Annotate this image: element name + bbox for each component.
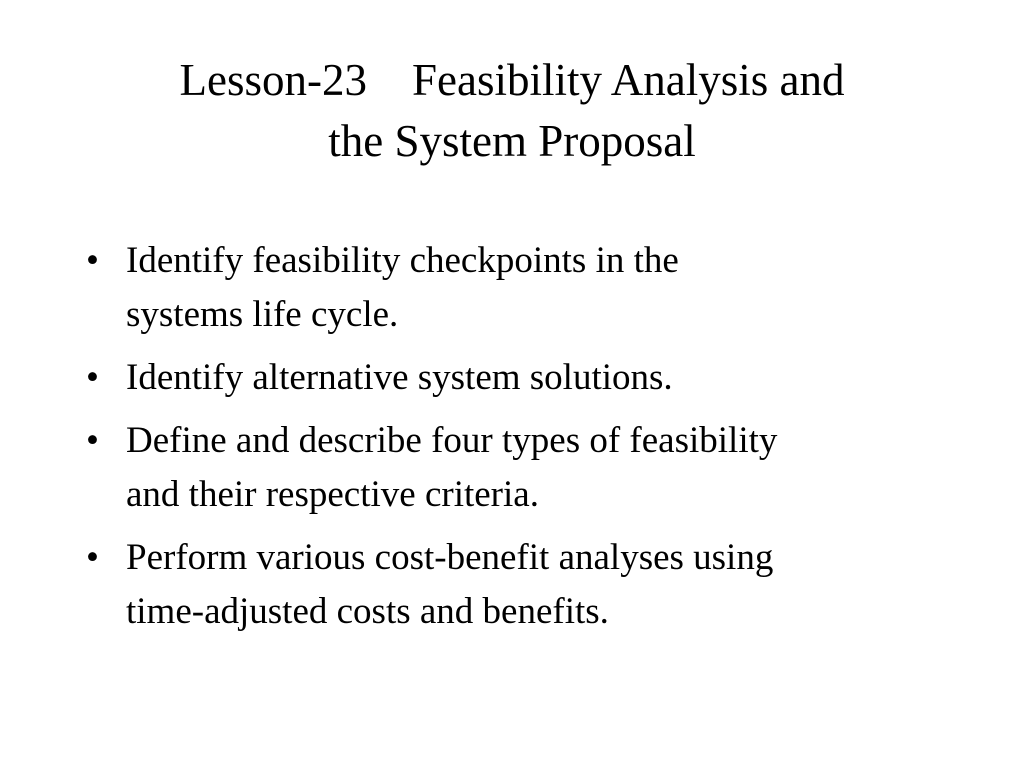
bullet-text (126, 351, 946, 405)
bullet-text (126, 234, 946, 342)
bullet-line: Identify feasibility checkpoints in the (126, 240, 679, 281)
bullet-icon: • (86, 357, 99, 398)
title-line: the System Proposal (328, 116, 696, 166)
bullet-list (86, 234, 946, 648)
bullet-line: Define and describe four types of feasibility (126, 420, 778, 461)
bullet-text (126, 531, 946, 639)
bullet-text (126, 414, 946, 522)
slide-title (60, 50, 964, 172)
bullet-item (86, 234, 946, 342)
bullet-line: time-adjusted costs and benefits. (126, 591, 609, 632)
bullet-item (86, 414, 946, 522)
bullet-line: systems life cycle. (126, 294, 399, 335)
bullet-line: Identify alternative system solutions. (126, 357, 673, 398)
bullet-item (86, 351, 946, 405)
bullet-icon: • (86, 420, 99, 461)
bullet-item (86, 531, 946, 639)
bullet-icon: • (86, 537, 99, 578)
bullet-line: Perform various cost-benefit analyses using (126, 537, 774, 578)
bullet-line: and their respective criteria. (126, 474, 539, 515)
bullet-icon: • (86, 240, 99, 281)
title-line: Lesson-23 Feasibility Analysis and (179, 55, 845, 105)
